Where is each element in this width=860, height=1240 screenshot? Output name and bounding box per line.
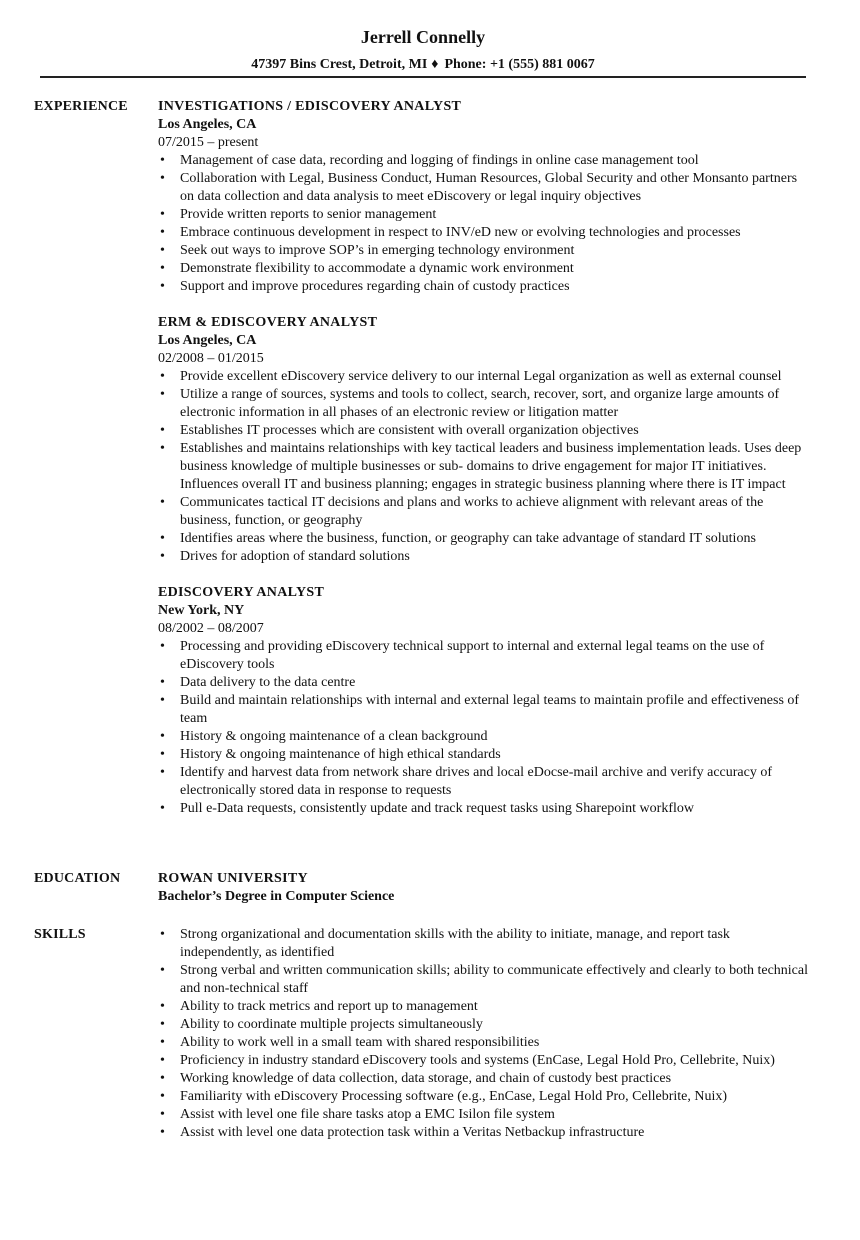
bullet-item: • Collaboration with Legal, Business Conduct, Human Resources, Global Security and other Monsanto partners on data collection and data analysis to meet eDiscovery or legal inquiry objectives <box>158 170 810 206</box>
bullet-item: • Seek out ways to improve SOP’s in emerging technology environment <box>158 242 810 260</box>
contact-line <box>40 56 806 74</box>
bullet-item: • Identify and harvest data from network share drives and local eDocse-mail archive and verify accuracy of electronically stored data in response to requests <box>158 764 810 800</box>
job-location: Los Angeles, CA <box>158 117 257 132</box>
skill-item: • Familiarity with eDiscovery Processing software (e.g., EnCase, Legal Hold Pro, Cellebrite, Nuix) <box>158 1088 810 1106</box>
bullet-item: • Embrace continuous development in respect to INV/eD new or evolving technologies and processes <box>158 224 810 242</box>
degree: Bachelor’s Degree in Computer Science <box>158 889 395 904</box>
bullet-item: • Identifies areas where the business, function, or geography can take advantage of standard IT solutions <box>158 530 810 548</box>
job-bullets <box>158 638 810 818</box>
diamond-separator-icon: ♦ <box>431 57 439 72</box>
job-title: ERM & EDISCOVERY ANALYST <box>158 315 378 330</box>
section-title-education: EDUCATION <box>34 871 121 886</box>
education-section <box>34 870 810 906</box>
skill-item: • Assist with level one file share tasks atop a EMC Isilon file system <box>158 1106 810 1124</box>
bullet-item: • Provide written reports to senior management <box>158 206 810 224</box>
education-body <box>158 870 810 906</box>
skill-item: • Assist with level one data protection task within a Veritas Netbackup infrastructure <box>158 1124 810 1142</box>
bullet-item: • Communicates tactical IT decisions and plans and works to achieve alignment with relevant areas of the business, function, or geography <box>158 494 810 530</box>
bullet-item: • Utilize a range of sources, systems and tools to collect, search, recover, sort, and organize large amounts of electronic information in all phases of an electronic review or litigation matter <box>158 386 810 422</box>
phone: Phone: +1 (555) 881 0067 <box>444 57 595 72</box>
job-title: EDISCOVERY ANALYST <box>158 585 325 600</box>
skill-item: • Working knowledge of data collection, data storage, and chain of custody best practices <box>158 1070 810 1088</box>
experience-section <box>34 98 810 836</box>
bullet-item: • Establishes IT processes which are consistent with overall organization objectives <box>158 422 810 440</box>
job-bullets <box>158 368 810 566</box>
job-title: INVESTIGATIONS / EDISCOVERY ANALYST <box>158 99 462 114</box>
bullet-item: • Data delivery to the data centre <box>158 674 810 692</box>
bullet-item: • Processing and providing eDiscovery technical support to internal and external legal teams on the use of eDiscovery tools <box>158 638 810 674</box>
bullet-item: • Drives for adoption of standard solutions <box>158 548 810 566</box>
address: 47397 Bins Crest, Detroit, MI <box>251 57 428 72</box>
skill-item: • Ability to work well in a small team with shared responsibilities <box>158 1034 810 1052</box>
job-bullets <box>158 152 810 296</box>
bullet-item: • Pull e-Data requests, consistently update and track request tasks using Sharepoint workflow <box>158 800 810 818</box>
job-entry <box>158 584 810 818</box>
skill-item: • Ability to track metrics and report up to management <box>158 998 810 1016</box>
job-dates: 02/2008 – 01/2015 <box>158 351 264 366</box>
job-dates: 07/2015 – present <box>158 135 259 150</box>
bullet-item: • Management of case data, recording and logging of findings in online case management tool <box>158 152 810 170</box>
school-name: ROWAN UNIVERSITY <box>158 871 308 886</box>
skill-item: • Strong verbal and written communication skills; ability to communicate effectively and clearly to both technical and non-technical staff <box>158 962 810 998</box>
section-title-skills: SKILLS <box>34 927 86 942</box>
candidate-name: Jerrell Connelly <box>360 27 486 47</box>
experience-body <box>158 98 810 818</box>
skills-section <box>34 926 810 1142</box>
bullet-item: • Provide excellent eDiscovery service delivery to our internal Legal organization as well as external counsel <box>158 368 810 386</box>
skill-item: • Ability to coordinate multiple projects simultaneously <box>158 1016 810 1034</box>
header-divider <box>40 76 806 78</box>
skills-body <box>158 926 810 1142</box>
bullet-item: • Demonstrate flexibility to accommodate a dynamic work environment <box>158 260 810 278</box>
job-location: New York, NY <box>158 603 245 618</box>
resume-header <box>40 26 806 74</box>
bullet-item: • Support and improve procedures regarding chain of custody practices <box>158 278 810 296</box>
job-entry <box>158 314 810 566</box>
bullet-item: • History & ongoing maintenance of high ethical standards <box>158 746 810 764</box>
job-dates: 08/2002 – 08/2007 <box>158 621 264 636</box>
skills-list <box>158 926 810 1142</box>
job-entry <box>158 98 810 296</box>
skill-item: • Proficiency in industry standard eDiscovery tools and systems (EnCase, Legal Hold Pro, Cellebrite, Nuix) <box>158 1052 810 1070</box>
bullet-item: • Establishes and maintains relationships with key tactical leaders and business implementation leads. Uses deep business knowledge of multiple businesses or sub- domains to drive engagement for major IT initiatives. Influences overall IT and business planning; engages in strategic business planning where there is IT impact <box>158 440 810 494</box>
skill-item: • Strong organizational and documentation skills with the ability to initiate, manage, and report task independently, as identified <box>158 926 810 962</box>
bullet-item: • Build and maintain relationships with internal and external legal teams to maintain profile and effectiveness of team <box>158 692 810 728</box>
bullet-item: • History & ongoing maintenance of a clean background <box>158 728 810 746</box>
section-title-experience: EXPERIENCE <box>34 99 128 114</box>
job-location: Los Angeles, CA <box>158 333 257 348</box>
